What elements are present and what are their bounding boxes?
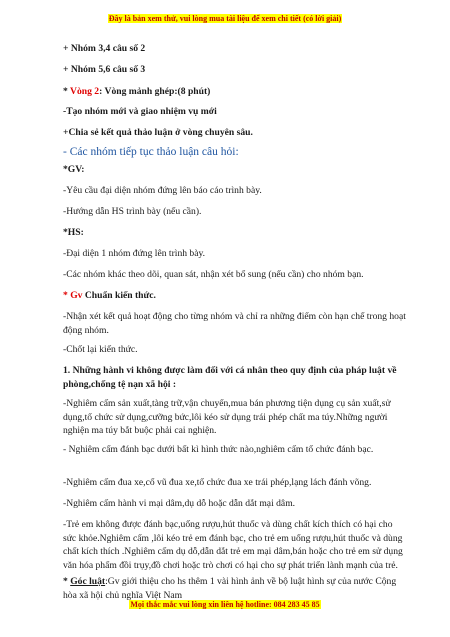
gambling-prohibition-paragraph: - Nghiêm cấm đánh bạc dưới bất kì hình thức nào,nghiêm cấm tổ chức đánh bạc. [63, 444, 374, 455]
round-2-label: Vòng 2 [70, 86, 100, 97]
gv-label: * Gv [63, 290, 83, 301]
round-2-heading [63, 85, 408, 99]
conclude-line: -Chốt lại kiến thức. [63, 344, 138, 355]
hotline-banner: Mọi thắc mắc vui lòng xin liên hệ hotline: 084 283 45 85 [130, 600, 320, 609]
student-label: *HS: [63, 227, 84, 238]
group-5-6-line: + Nhóm 5,6 câu số 3 [63, 64, 146, 75]
racing-prohibition-line: -Nghiêm cấm đua xe,cổ vũ đua xe,tổ chức đua xe trái phép,lạng lách đánh võng. [63, 477, 372, 488]
groups-continue-heading: - Các nhóm tiếp tục thảo luận câu hỏi: [63, 146, 239, 158]
teacher-task-1: -Yêu cầu đại diện nhóm đứng lên báo cáo trình bày. [63, 185, 262, 196]
student-task-2: -Các nhóm khác theo dõi, quan sát, nhận xét bổ sung (nếu cần) cho nhóm bạn. [63, 269, 364, 280]
group-3-4-line: + Nhóm 3,4 câu số 2 [63, 43, 146, 54]
teacher-label: *GV: [63, 164, 85, 175]
children-prohibition-paragraph: -Trẻ em không được đánh bạc,uống rượu,hút thuốc và dùng chất kích thích có hại cho sức khỏe.Nghiêm cấm ,lôi kéo trẻ em đánh bạc, cho trẻ em uống rượu,hút thuốc và dùng chất kích thích .Nghiêm cấm dụ dỗ,dẫn dắt trẻ em mại dâm,bán hoặc cho trẻ em sử dụng văn hóa phẩm đồi trụy,đồ chơi hoặc trò chơi có hại cho sự phát triển lành mạnh của trẻ. [63, 519, 403, 571]
law-corner-paragraph [63, 575, 408, 602]
new-group-line: -Tạo nhóm mới và giao nhiệm vụ mới [63, 106, 217, 117]
bullet-star: * [63, 86, 71, 97]
law-corner-star: * [63, 576, 71, 587]
prostitution-prohibition-line: -Nghiêm cấm hành vi mại dâm,dụ dỗ hoặc dẫn dắt mại dâm. [63, 498, 296, 509]
preview-banner: Đây là bản xem thử, vui lòng mua tài liệu để xem chi tiết (có lời giải) [108, 14, 342, 23]
law-corner-text: :Gv giới thiệu cho hs thêm 1 vài hình ảnh về bộ luật hình sự của nước Cộng hòa xã hội chủ nghĩa Việt Nam [63, 576, 397, 601]
teacher-standardize-heading [63, 289, 408, 303]
law-corner-label: Góc luật [70, 576, 106, 587]
section-1-heading: 1. Những hành vi không được làm đối với cá nhân theo quy định của pháp luật về phòng,chống tệ nạn xã hội : [63, 365, 397, 390]
student-task-1: -Đại diện 1 nhóm đứng lên trình bày. [63, 248, 206, 259]
teacher-task-2: -Hướng dẫn HS trình bày (nếu cần). [63, 206, 202, 217]
standardize-text: Chuẩn kiến thức. [82, 290, 156, 301]
feedback-paragraph: -Nhận xét kết quả hoạt động cho từng nhóm và chỉ ra những điểm còn hạn chế trong hoạt động nhóm. [63, 311, 406, 336]
drug-prohibition-paragraph: -Nghiêm cấm sản xuất,tàng trữ,vận chuyển,mua bán phương tiện dụng cụ sản xuất,sử dụng,tổ chức sử dụng,cưỡng bức,lôi kéo sử dụng trái phép chất ma túy.Những người nghiện ma túy bắt buộc phải cai nghiện. [63, 398, 391, 436]
share-results-line: +Chia sẻ kết quả thảo luận ở vòng chuyên sâu. [63, 127, 253, 138]
round-2-title: : Vòng mảnh ghép:(8 phút) [99, 86, 211, 97]
